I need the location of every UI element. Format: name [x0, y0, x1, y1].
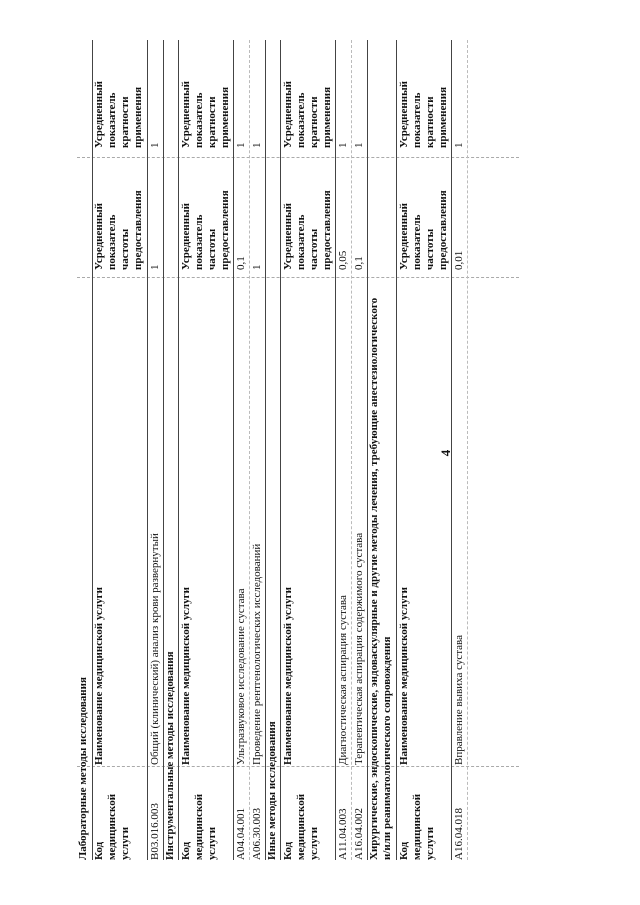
- header-name: Наименование медицинской услуги: [282, 587, 294, 765]
- divider: [451, 40, 452, 860]
- row-divider: [351, 40, 352, 860]
- rotated-table-page: [77, 40, 519, 860]
- row-code: A06.30.003: [251, 808, 263, 860]
- row-frequency: 0,1: [353, 256, 365, 270]
- row-multiplicity: 1: [453, 142, 465, 148]
- row-code: A04.04.001: [235, 808, 247, 860]
- row-multiplicity: 1: [149, 142, 161, 148]
- header-frequency: Усредненный показатель частоты предоставления: [282, 190, 333, 270]
- row-name: Общий (клинический) анализ крови развернутый: [149, 533, 161, 765]
- row-name: Вправление вывиха сустава: [453, 635, 465, 765]
- row-multiplicity: 1: [251, 142, 263, 148]
- row-frequency: 0,1: [235, 256, 247, 270]
- row-code: A11.04.003: [337, 808, 349, 860]
- divider: [396, 40, 397, 860]
- divider: [335, 40, 336, 860]
- column-separator: [77, 766, 519, 767]
- row-frequency: 1: [149, 264, 161, 270]
- page-number: 4: [438, 449, 453, 457]
- section-title-instrumental: Инструментальные методы исследования: [164, 651, 176, 860]
- header-frequency: Усредненный показатель частоты предоставления: [93, 190, 144, 270]
- header-multiplicity: Усредненный показатель кратности применения: [93, 80, 144, 148]
- header-code: Код медицинской услуги: [93, 793, 131, 860]
- row-multiplicity: 1: [235, 142, 247, 148]
- row-code: A16.04.002: [353, 808, 365, 860]
- header-code: Код медицинской услуги: [398, 793, 436, 860]
- row-divider: [249, 40, 250, 860]
- row-frequency: 0,05: [337, 250, 349, 270]
- row-name: Диагностическая аспирация сустава: [337, 595, 349, 765]
- header-frequency: Усредненный показатель частоты предоставления: [398, 190, 449, 270]
- row-name: Ультразвуковое исследование сустава: [235, 588, 247, 765]
- header-name: Наименование медицинской услуги: [93, 587, 105, 765]
- services-table: [77, 40, 519, 860]
- divider: [280, 40, 281, 860]
- section-title-lab: Лабораторные методы исследования: [77, 677, 89, 860]
- header-name: Наименование медицинской услуги: [180, 587, 192, 765]
- row-frequency: 1: [251, 264, 263, 270]
- row-multiplicity: 1: [337, 142, 349, 148]
- section-title-surgical: Хирургические, эндоскопические, эндоваскулярные и другие методы лечения, требующие анестезиологического и/или реаниматологического сопровождения: [368, 297, 393, 860]
- row-code: A16.04.018: [453, 808, 465, 860]
- header-code: Код медицинской услуги: [180, 793, 218, 860]
- header-multiplicity: Усредненный показатель кратности применения: [398, 80, 449, 148]
- row-divider: [467, 40, 468, 860]
- row-name: Терапевтическая аспирация содержимого сустава: [353, 532, 365, 765]
- row-code: B03.016.003: [149, 803, 161, 860]
- header-name: Наименование медицинской услуги: [398, 587, 410, 765]
- header-multiplicity: Усредненный показатель кратности применения: [282, 80, 333, 148]
- column-separator: [77, 277, 519, 278]
- section-title-other: Иные методы исследования: [266, 721, 278, 860]
- header-frequency: Усредненный показатель частоты предоставления: [180, 190, 231, 270]
- row-frequency: 0,01: [453, 250, 465, 270]
- row-multiplicity: 1: [353, 142, 365, 148]
- header-multiplicity: Усредненный показатель кратности применения: [180, 80, 231, 148]
- divider: [147, 40, 148, 860]
- header-code: Код медицинской услуги: [282, 793, 320, 860]
- column-separator: [77, 157, 519, 158]
- divider: [178, 40, 179, 860]
- row-name: Проведение рентгенологических исследований: [251, 543, 263, 765]
- divider: [233, 40, 234, 860]
